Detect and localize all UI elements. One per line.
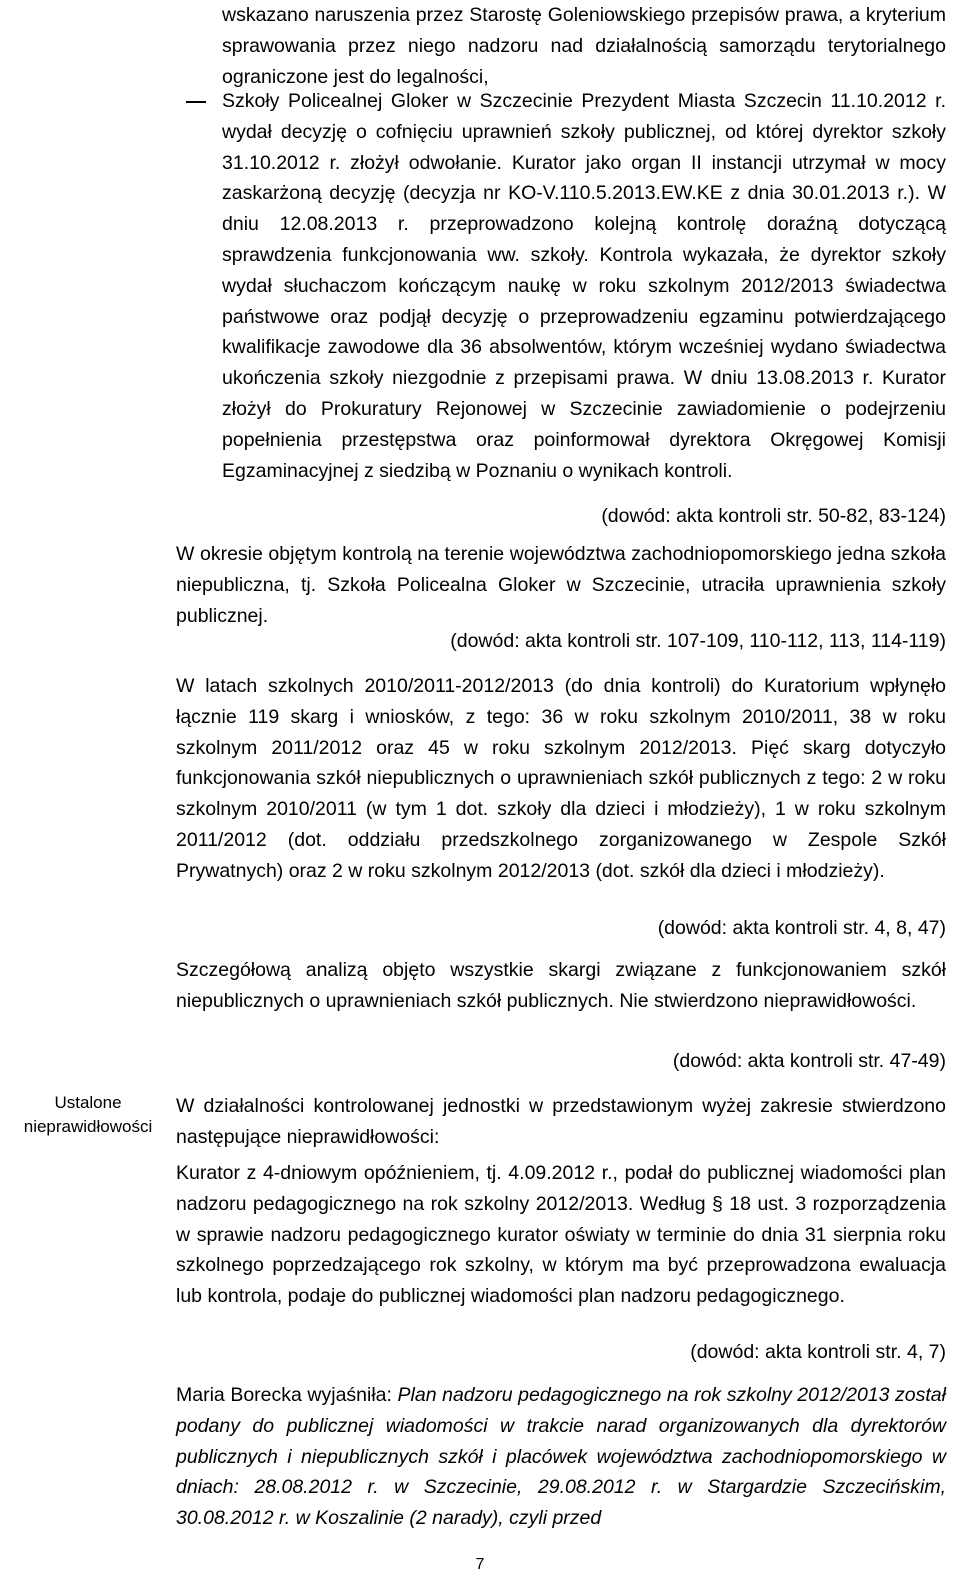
evidence-note: (dowód: akta kontroli str. 107-109, 110-112, 113, 114-119) bbox=[450, 630, 946, 652]
section-label-line: nieprawidłowości bbox=[23, 1117, 153, 1136]
section-label bbox=[0, 1091, 176, 1139]
paragraph-gloker: Szkoły Policealnej Gloker w Szczecinie Prezydent Miasta Szczecin 11.10.2012 r. wydał decyzję o cofnięciu uprawnień szkoły publicznej, od której dyrektor szkoły 31.10.2012 r. złożył odwołanie. Kurator jako organ II instancji utrzymał w mocy zaskarżoną decyzję (decyzja nr KO-V.110.5.2013.EW.KE z dnia 30.01.2013 r.). W dniu 12.08.2013 r. przeprowadzono kolejną kontrolę doraźną dotyczącą sprawdzenia funkcjonowania ww. szkoły. Kontrola wykazała, że dyrektor szkoły wydał słuchaczom kończącym naukę w roku szkolnym 2012/2013 świadectwa państwowe oraz podjął decyzję o przeprowadzeniu egzaminu potwierdzającego kwalifikacje zawodowe dla 36 absolwentów, którym wcześniej wydano świadectwa ukończenia szkoły niezgodnie z przepisami prawa. W dniu 13.08.2013 r. Kurator złożył do Prokuratury Rejonowej w Szczecinie zawiadomienie o podejrzeniu popełnienia przestępstwa oraz poinformował dyrektora Okręgowej Komisji Egzaminacyjnej z siedzibą w Poznaniu o wynikach kontroli. bbox=[222, 90, 946, 482]
evidence-note: (dowód: akta kontroli str. 47-49) bbox=[672, 1050, 946, 1072]
page-number: 7 bbox=[475, 1556, 485, 1573]
list-dash bbox=[186, 101, 206, 103]
paragraph-starosta: wskazano naruszenia przez Starostę Goleniowskiego przepisów prawa, a kryterium sprawowania przez niego nadzoru nad działalnością samorządu terytorialnego ograniczone jest do legalności, bbox=[222, 4, 946, 88]
paragraph-unpublic-school: W okresie objętym kontrolą na terenie województwa zachodniopomorskiego jedna szkoła niepubliczna, tj. Szkoła Policealna Gloker w Szczecinie, utraciła uprawnienia szkoły publicznej. bbox=[176, 543, 946, 627]
evidence-note: (dowód: akta kontroli str. 50-82, 83-124) bbox=[601, 505, 946, 527]
evidence-note: (dowód: akta kontroli str. 4, 8, 47) bbox=[657, 917, 946, 939]
paragraph-supervision-plan: Kurator z 4-dniowym opóźnieniem, tj. 4.09.2012 r., podał do publicznej wiadomości plan nadzoru pedagogicznego na rok szkolny 2012/2013. Według § 18 ust. 3 rozporządzenia w sprawie nadzoru pedagogicznego kurator oświaty w terminie do dnia 31 sierpnia roku szkolnego poprzedzającego rok szkolny, w którym ma być przeprowadzona ewaluacja lub kontrola, podaje do publicznej wiadomości plan nadzoru pedagogicznego. bbox=[176, 1162, 946, 1308]
paragraph-irregularities-intro: W działalności kontrolowanej jednostki w przedstawionym wyżej zakresie stwierdzono następujące nieprawidłowości: bbox=[176, 1095, 946, 1148]
paragraph-complaints: W latach szkolnych 2010/2011-2012/2013 (do dnia kontroli) do Kuratorium wpłynęło łącznie 119 skarg i wniosków, z tego: 36 w roku szkolnym 2010/2011, 38 w roku szkolnym 2011/2012 oraz 45 w roku szkolnym 2012/2013. Pięć skarg dotyczyło funkcjonowania szkół niepublicznych o uprawnieniach szkół publicznych z tego: 2 w roku szkolnym 2010/2011 (w tym 1 dot. szkoły dla dzieci i młodzieży), 1 w roku szkolnym 2011/2012 (dot. oddziału przedszkolnego zorganizowanego w Zespole Szkół Prywatnych) oraz 2 w roku szkolnym 2012/2013 (dot. szkół dla dzieci i młodzieży). bbox=[176, 675, 946, 882]
evidence-note: (dowód: akta kontroli str. 4, 7) bbox=[690, 1341, 946, 1363]
explanation-lead: Maria Borecka wyjaśniła: bbox=[176, 1384, 398, 1406]
section-label-line: Ustalone bbox=[54, 1093, 122, 1112]
paragraph-analysis: Szczegółową analizą objęto wszystkie skargi związane z funkcjonowaniem szkół niepublicznych o uprawnieniach szkół publicznych. Nie stwierdzono nieprawidłowości. bbox=[176, 959, 946, 1012]
explanation-quote: Plan nadzoru pedagogicznego na rok szkolny 2012/2013 został podany do publicznej wiadomości w trakcie narad organizowanych dla dyrektorów publicznych i niepublicznych szkół i placówek województwa zachodniopomorskiego w dniach: 28.08.2012 r. w Szczecinie, 29.08.2012 r. w Stargardzie Szczecińskim, 30.08.2012 r. w Koszalinie (2 narady), czyli przed bbox=[176, 1384, 946, 1530]
paragraph-explanation bbox=[176, 1380, 946, 1534]
